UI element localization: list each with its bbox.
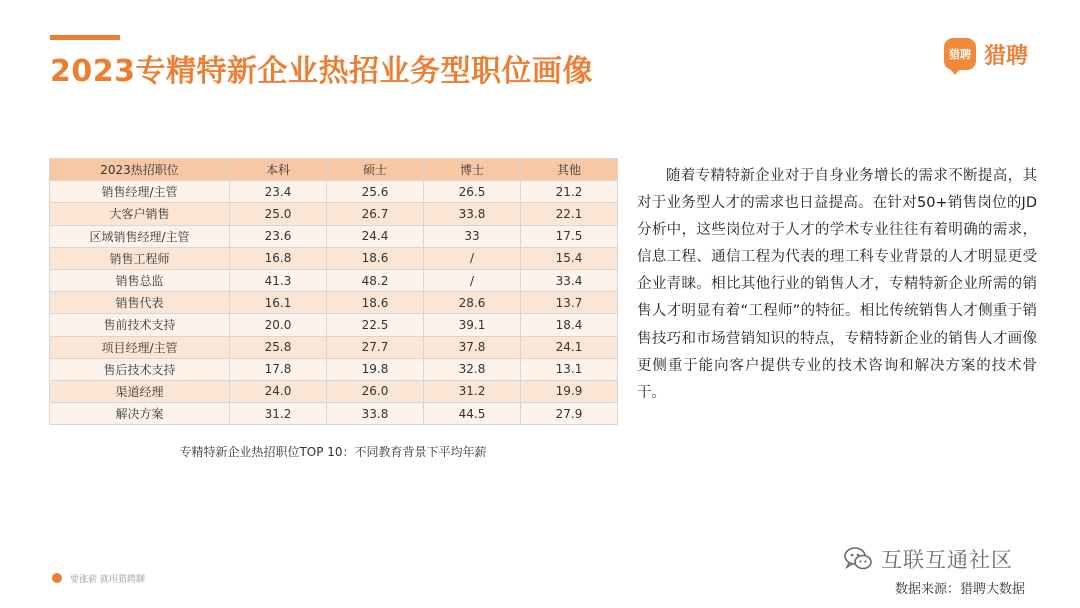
table-row	[50, 247, 618, 269]
table-row	[50, 203, 618, 225]
salary-cell: 18.4	[521, 314, 618, 336]
salary-cell: 28.6	[424, 292, 521, 314]
salary-cell: 26.5	[424, 181, 521, 203]
salary-cell: 48.2	[327, 269, 424, 291]
table-row	[50, 181, 618, 203]
salary-table	[49, 158, 618, 425]
salary-cell: 24.4	[327, 225, 424, 247]
job-title-cell: 销售工程师	[50, 247, 230, 269]
table-row	[50, 269, 618, 291]
salary-cell: 25.0	[230, 203, 327, 225]
salary-cell: /	[424, 247, 521, 269]
wechat-icon	[843, 546, 873, 572]
salary-cell: 21.2	[521, 181, 618, 203]
column-header: 博士	[424, 159, 521, 181]
salary-cell: 16.8	[230, 247, 327, 269]
job-title-cell: 项目经理/主管	[50, 336, 230, 358]
salary-cell: 20.0	[230, 314, 327, 336]
salary-cell: 37.8	[424, 336, 521, 358]
salary-cell: 15.4	[521, 247, 618, 269]
job-title-cell: 解决方案	[50, 403, 230, 425]
watermark-text: 互联互通社区	[881, 548, 1013, 572]
brand-logo	[944, 38, 1028, 70]
salary-cell: 39.1	[424, 314, 521, 336]
column-header: 2023热招职位	[50, 159, 230, 181]
salary-cell: 32.8	[424, 358, 521, 380]
salary-cell: 17.8	[230, 358, 327, 380]
salary-cell: 18.6	[327, 292, 424, 314]
table-row	[50, 380, 618, 402]
salary-cell: 17.5	[521, 225, 618, 247]
column-header: 硕士	[327, 159, 424, 181]
salary-cell: 33.8	[327, 403, 424, 425]
table-header-row	[50, 159, 618, 181]
table-row	[50, 403, 618, 425]
salary-cell: 22.1	[521, 203, 618, 225]
description-paragraph: 随着专精特新企业对于自身业务增长的需求不断提高，其对于业务型人才的需求也日益提高。在针对50+销售岗位的JD分析中，这些岗位对于人才的学术专业往往有着明确的需求，信息工程、通信工程为代表的理工科专业背景的人才明显更受企业青睐。相比其他行业的销售人才，专精特新企业所需的销售人才明显有着“工程师”的特征。相比传统销售人才侧重于销售技巧和市场营销知识的特点，专精特新企业的销售人才画像更侧重于能向客户提供专业的技术咨询和解决方案的技术骨干。	[637, 168, 1037, 401]
salary-cell: 22.5	[327, 314, 424, 336]
salary-cell: 44.5	[424, 403, 521, 425]
data-source: 数据来源：猎聘大数据	[895, 582, 1026, 597]
job-title-cell: 售前技术支持	[50, 314, 230, 336]
job-title-cell: 渠道经理	[50, 380, 230, 402]
job-title-cell: 销售总监	[50, 269, 230, 291]
table-caption: 专精特新企业热招职位TOP 10：不同教育背景下平均年薪	[179, 445, 487, 459]
salary-cell: 24.0	[230, 380, 327, 402]
salary-cell: 27.9	[521, 403, 618, 425]
job-title-cell: 销售代表	[50, 292, 230, 314]
brand-name: 猎聘	[984, 43, 1029, 69]
salary-cell: 19.8	[327, 358, 424, 380]
job-title-cell: 售后技术支持	[50, 358, 230, 380]
footer-slogan: 要涨薪 就用猎聘聊	[70, 575, 145, 585]
salary-cell: 13.7	[521, 292, 618, 314]
table-row	[50, 314, 618, 336]
title-accent-bar	[50, 35, 120, 40]
job-title-cell: 区域销售经理/主管	[50, 225, 230, 247]
salary-cell: 26.0	[327, 380, 424, 402]
salary-cell: 31.2	[230, 403, 327, 425]
page-title: 2023专精特新企业热招业务型职位画像	[50, 54, 593, 89]
salary-cell: 19.9	[521, 380, 618, 402]
job-title-cell: 大客户销售	[50, 203, 230, 225]
table-row	[50, 225, 618, 247]
liepin-logo-icon: 猎聘	[944, 38, 976, 70]
salary-cell: 26.7	[327, 203, 424, 225]
salary-cell: /	[424, 269, 521, 291]
salary-cell: 31.2	[424, 380, 521, 402]
table-row	[50, 336, 618, 358]
column-header: 其他	[521, 159, 618, 181]
table-row	[50, 292, 618, 314]
watermark	[843, 544, 1013, 574]
salary-cell: 16.1	[230, 292, 327, 314]
salary-cell: 33.4	[521, 269, 618, 291]
job-title-cell: 销售经理/主管	[50, 181, 230, 203]
salary-cell: 25.6	[327, 181, 424, 203]
salary-cell: 24.1	[521, 336, 618, 358]
salary-cell: 13.1	[521, 358, 618, 380]
salary-cell: 27.7	[327, 336, 424, 358]
salary-cell: 23.4	[230, 181, 327, 203]
salary-cell: 23.6	[230, 225, 327, 247]
salary-cell: 41.3	[230, 269, 327, 291]
column-header: 本科	[230, 159, 327, 181]
salary-cell: 25.8	[230, 336, 327, 358]
salary-cell: 18.6	[327, 247, 424, 269]
table-row	[50, 358, 618, 380]
footer-dot-icon	[52, 573, 62, 583]
salary-cell: 33.8	[424, 203, 521, 225]
salary-cell: 33	[424, 225, 521, 247]
